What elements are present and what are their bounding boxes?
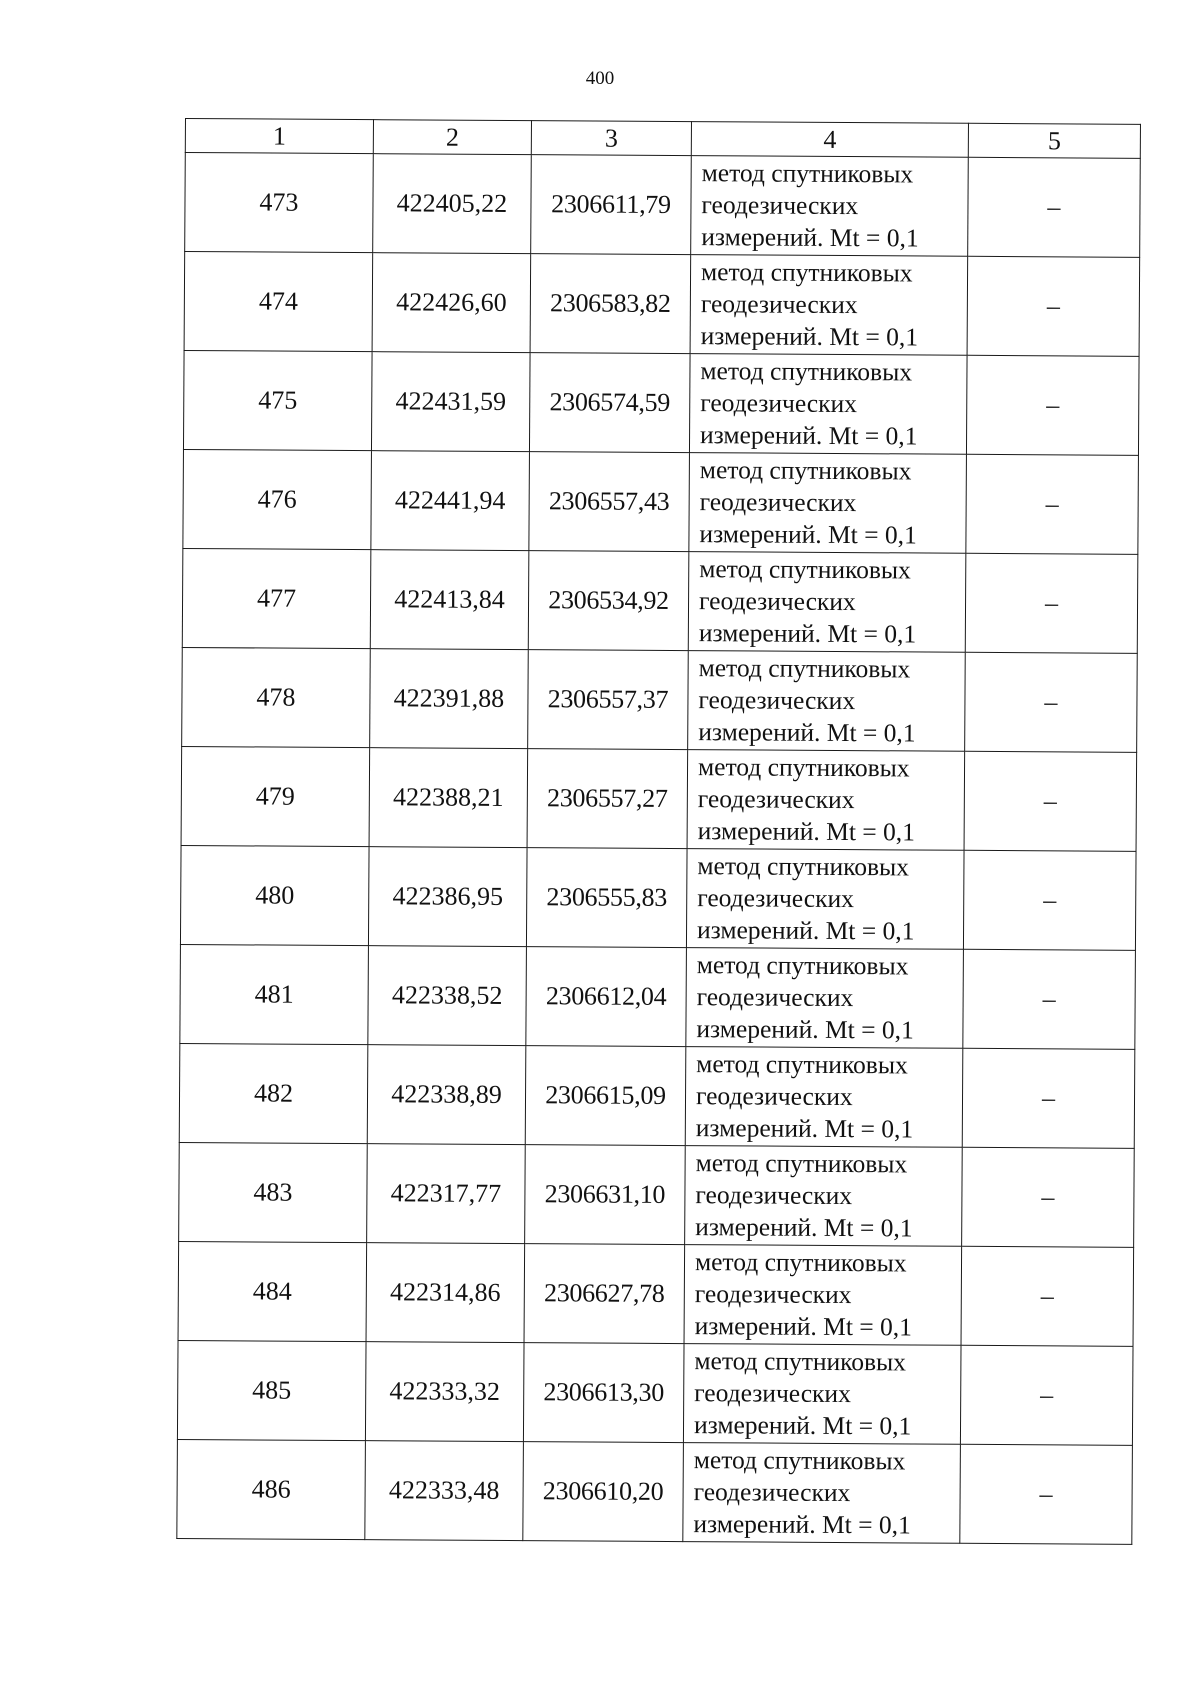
method-line: метод спутниковых (694, 1346, 907, 1377)
method-line: геодезических (694, 1378, 851, 1409)
method-line: метод спутниковых (700, 356, 913, 387)
column-header-1: 1 (185, 119, 373, 154)
point-number-cell: 480 (180, 845, 369, 945)
column-5-cell: – (960, 1444, 1133, 1544)
y-coordinate-cell: 2306557,43 (529, 452, 690, 552)
column-5-cell: – (965, 553, 1138, 653)
method-cell (685, 1047, 963, 1148)
x-coordinate-cell: 422405,22 (373, 154, 532, 254)
column-5-cell: – (962, 1048, 1135, 1148)
column-5-cell: – (967, 256, 1140, 356)
method-line: метод спутниковых (693, 1445, 906, 1476)
column-5-cell: – (962, 1147, 1135, 1247)
method-line: измерений. Mt = 0,1 (697, 816, 916, 847)
method-line: метод спутниковых (697, 851, 910, 882)
point-number-cell: 475 (183, 350, 372, 450)
method-cell (686, 948, 964, 1049)
method-cell (690, 255, 968, 356)
x-coordinate-cell: 422317,77 (367, 1144, 526, 1244)
x-coordinate-cell: 422338,52 (368, 946, 527, 1046)
method-line: измерений. Mt = 0,1 (698, 717, 916, 748)
method-line: метод спутниковых (701, 158, 914, 189)
point-number-cell: 473 (185, 153, 374, 253)
coordinates-table (176, 118, 1141, 1545)
x-coordinate-cell: 422391,88 (370, 649, 529, 749)
y-coordinate-cell: 2306611,79 (531, 155, 692, 255)
y-coordinate-cell: 2306613,30 (523, 1343, 684, 1443)
y-coordinate-cell: 2306631,10 (525, 1145, 686, 1245)
method-cell (689, 453, 967, 554)
y-coordinate-cell: 2306610,20 (523, 1442, 684, 1542)
point-number-cell: 478 (182, 647, 371, 747)
column-5-cell: – (968, 157, 1141, 257)
column-header-4: 4 (691, 122, 968, 158)
coordinates-table-wrapper (176, 118, 1140, 1545)
method-cell (683, 1443, 961, 1544)
column-5-cell: – (963, 850, 1136, 950)
method-cell (685, 1146, 963, 1247)
x-coordinate-cell: 422386,95 (368, 847, 527, 947)
method-line: измерений. Mt = 0,1 (695, 1113, 914, 1144)
table-row (181, 746, 1137, 851)
method-cell (688, 651, 966, 752)
x-coordinate-cell: 422431,59 (371, 352, 530, 452)
y-coordinate-cell: 2306612,04 (526, 947, 687, 1047)
table-row (177, 1439, 1133, 1544)
table-row (179, 1142, 1135, 1247)
method-line: геодезических (700, 289, 858, 320)
column-5-cell: – (960, 1345, 1133, 1445)
method-cell (683, 1344, 961, 1445)
x-coordinate-cell: 422338,89 (367, 1045, 526, 1145)
method-line: измерений. Mt = 0,1 (695, 1212, 913, 1243)
y-coordinate-cell: 2306615,09 (525, 1046, 686, 1146)
method-line: геодезических (698, 586, 856, 617)
method-line: геодезических (697, 883, 855, 914)
y-coordinate-cell: 2306555,83 (526, 848, 687, 948)
table-body (177, 153, 1140, 1545)
method-line: метод спутниковых (696, 950, 909, 981)
table-row (179, 1043, 1135, 1148)
table-row (182, 548, 1138, 653)
method-line: геодезических (698, 685, 856, 716)
table-row (183, 449, 1139, 554)
point-number-cell: 484 (178, 1241, 367, 1341)
table-header (185, 119, 1140, 159)
x-coordinate-cell: 422314,86 (366, 1243, 525, 1343)
column-5-cell: – (963, 949, 1136, 1049)
table-row (182, 647, 1138, 752)
method-line: измерений. Mt = 0,1 (699, 420, 918, 451)
point-number-cell: 474 (184, 252, 373, 352)
method-line: измерений. Mt = 0,1 (696, 915, 915, 946)
method-line: геодезических (701, 190, 859, 221)
method-line: геодезических (700, 388, 858, 419)
method-cell (689, 354, 967, 455)
point-number-cell: 477 (182, 548, 371, 648)
method-line: метод спутниковых (698, 653, 911, 684)
method-line: метод спутниковых (695, 1148, 908, 1179)
column-5-cell: – (964, 751, 1137, 851)
column-5-cell: – (966, 355, 1139, 455)
table-row (185, 153, 1141, 258)
method-line: метод спутниковых (699, 554, 911, 585)
point-number-cell: 481 (180, 944, 369, 1044)
method-line: геодезических (694, 1279, 852, 1310)
column-header-3: 3 (531, 121, 691, 156)
point-number-cell: 486 (177, 1439, 366, 1539)
method-line: измерений. Mt = 0,1 (699, 519, 917, 550)
y-coordinate-cell: 2306557,27 (527, 749, 688, 849)
table-row (180, 845, 1136, 950)
table-row (177, 1340, 1133, 1445)
method-line: метод спутниковых (700, 257, 913, 288)
y-coordinate-cell: 2306583,82 (530, 254, 691, 354)
table-row (180, 944, 1136, 1049)
method-line: метод спутниковых (699, 455, 912, 486)
column-header-5: 5 (968, 123, 1140, 158)
method-cell (691, 156, 969, 257)
column-5-cell: – (966, 454, 1139, 554)
method-line: измерений. Mt = 0,1 (700, 321, 919, 352)
method-line: метод спутниковых (697, 752, 910, 783)
method-cell (684, 1245, 962, 1346)
table-row (183, 350, 1139, 455)
method-line: геодезических (696, 982, 854, 1013)
point-number-cell: 476 (183, 449, 372, 549)
method-line: геодезических (695, 1081, 853, 1112)
column-5-cell: – (961, 1246, 1134, 1346)
y-coordinate-cell: 2306574,59 (529, 353, 690, 453)
point-number-cell: 485 (177, 1340, 366, 1440)
y-coordinate-cell: 2306534,92 (528, 551, 689, 651)
method-line: измерений. Mt = 0,1 (694, 1311, 913, 1342)
method-line: измерений. Mt = 0,1 (693, 1509, 911, 1540)
y-coordinate-cell: 2306627,78 (524, 1244, 685, 1344)
method-line: метод спутниковых (694, 1247, 907, 1278)
table-row (184, 252, 1140, 357)
x-coordinate-cell: 422441,94 (371, 451, 530, 551)
method-cell (688, 552, 966, 653)
header-row (185, 119, 1140, 159)
method-cell (686, 849, 964, 950)
method-line: измерений. Mt = 0,1 (696, 1014, 914, 1045)
x-coordinate-cell: 422426,60 (372, 253, 531, 353)
x-coordinate-cell: 422388,21 (369, 748, 528, 848)
column-5-cell: – (965, 652, 1138, 752)
method-line: геодезических (693, 1477, 851, 1508)
method-line: геодезических (699, 487, 857, 518)
y-coordinate-cell: 2306557,37 (528, 650, 689, 750)
method-line: метод спутниковых (696, 1049, 908, 1080)
table-row (178, 1241, 1134, 1346)
method-line: геодезических (695, 1180, 853, 1211)
method-line: измерений. Mt = 0,1 (698, 618, 917, 649)
column-header-2: 2 (373, 120, 531, 155)
x-coordinate-cell: 422413,84 (370, 550, 529, 650)
point-number-cell: 479 (181, 746, 370, 846)
method-line: измерений. Mt = 0,1 (701, 222, 919, 253)
point-number-cell: 483 (179, 1142, 368, 1242)
x-coordinate-cell: 422333,48 (365, 1441, 524, 1541)
method-line: измерений. Mt = 0,1 (693, 1410, 912, 1441)
method-line: геодезических (697, 784, 855, 815)
x-coordinate-cell: 422333,32 (365, 1342, 524, 1442)
point-number-cell: 482 (179, 1043, 368, 1143)
method-cell (687, 750, 965, 851)
page-number: 400 (585, 68, 615, 89)
